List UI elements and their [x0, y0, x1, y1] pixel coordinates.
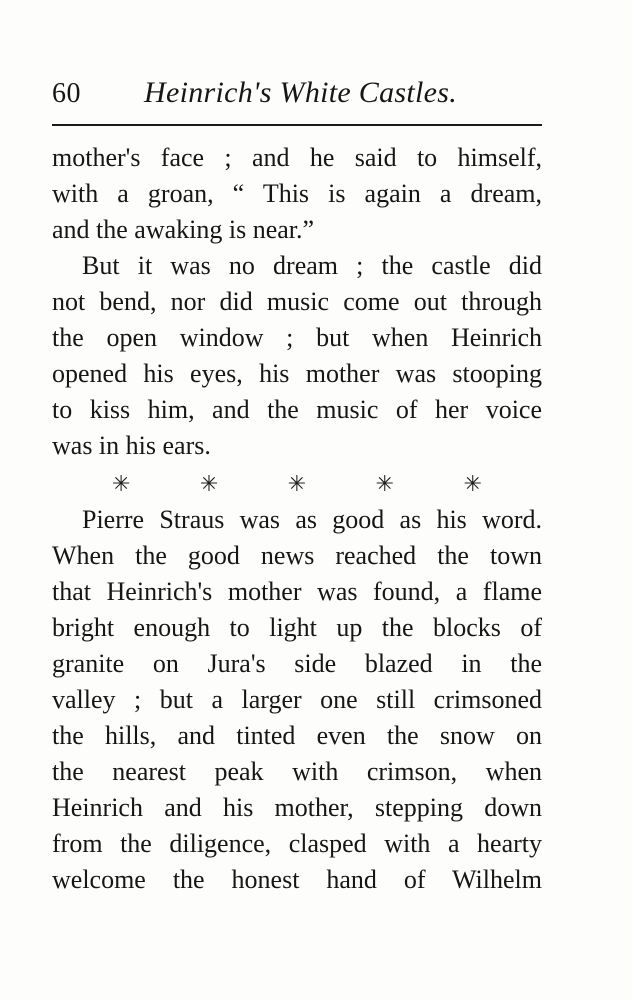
text-line: not bend, nor did music come out through: [52, 287, 542, 316]
text-line: that Heinrich's mother was found, a flame: [52, 577, 542, 606]
page-number: 60: [52, 78, 81, 109]
paragraph-no-dream: [52, 248, 542, 464]
text-line: bright enough to light up the blocks of: [52, 613, 542, 642]
running-header: [52, 72, 542, 116]
paragraph-continued: [52, 140, 542, 248]
text-line: from the diligence, clasped with a hearty: [52, 829, 542, 858]
running-title: Heinrich's White Castles.: [144, 76, 458, 109]
header-rule: [52, 124, 542, 126]
asterism-ornament: ✳: [199, 472, 219, 497]
text-line: Pierre Straus was as good as his word.: [82, 505, 542, 534]
asterism-ornament: ✳: [375, 472, 395, 497]
text-line: with a groan, “ This is again a dream,: [52, 179, 542, 208]
text-line: the hills, and tinted even the snow on: [52, 721, 542, 750]
text-line: was in his ears.: [52, 431, 211, 460]
text-line: valley ; but a larger one still crimsoned: [52, 685, 542, 714]
text-line: Heinrich and his mother, stepping down: [52, 793, 542, 822]
text-line: But it was no dream ; the castle did: [82, 251, 542, 280]
text-line: and the awaking is near.”: [52, 215, 315, 244]
text-line: welcome the honest hand of Wilhelm: [52, 865, 542, 894]
asterism-ornament: ✳: [463, 472, 482, 497]
asterism-ornament: ✳: [287, 472, 307, 497]
paragraph-pierre-straus: [52, 502, 542, 898]
text-line: the open window ; but when Heinrich: [52, 323, 542, 352]
text-line: opened his eyes, his mother was stooping: [52, 359, 542, 388]
section-break: [112, 470, 482, 500]
text-line: to kiss him, and the music of her voice: [52, 395, 542, 424]
text-line: mother's face ; and he said to himself,: [52, 143, 542, 172]
text-line: the nearest peak with crimson, when: [52, 757, 542, 786]
text-line: granite on Jura's side blazed in the: [52, 649, 542, 678]
asterism-ornament: ✳: [112, 472, 131, 497]
text-line: When the good news reached the town: [52, 541, 542, 570]
